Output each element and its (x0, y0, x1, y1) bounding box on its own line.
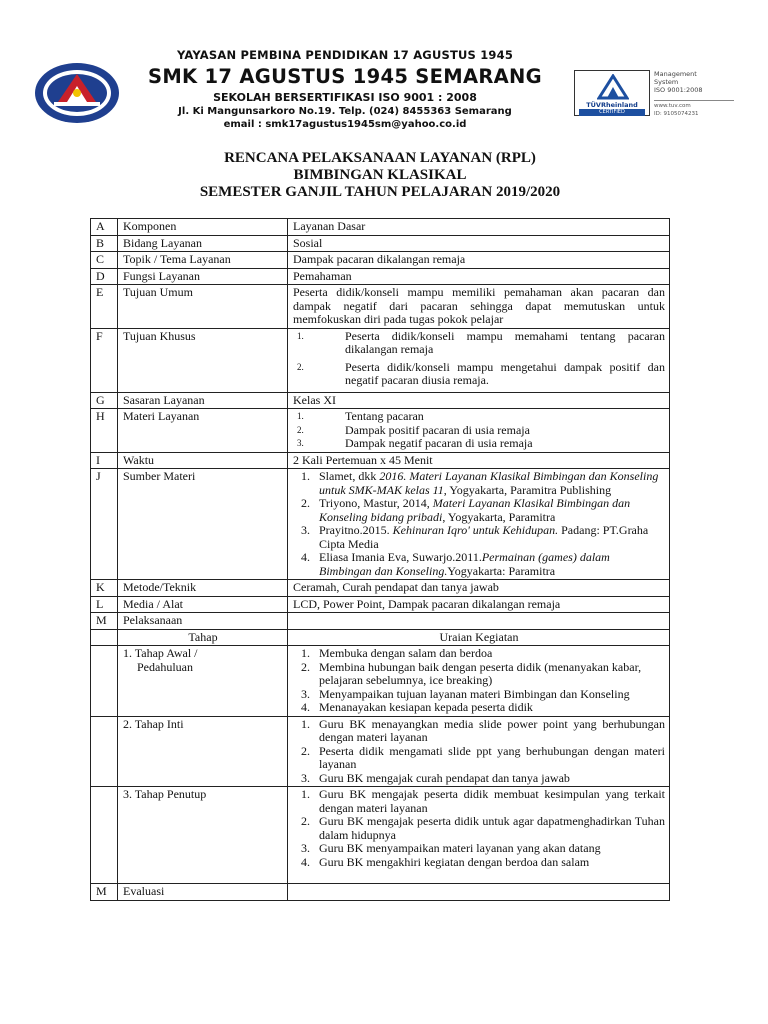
table-row (91, 328, 670, 392)
school-email: email : smk17agustus1945sm@yahoo.co.id (223, 119, 467, 130)
list-item: 3. Guru BK mengajak curah pendapat dan tanya jawab (301, 770, 570, 785)
cert-url: www.tuv.com (654, 103, 691, 109)
tahap-header: Tahap (118, 629, 288, 646)
table-row (91, 629, 670, 646)
source-author: Eliasa Imania Eva, Suwarjo.2011. (319, 550, 482, 564)
list-item-text: Peserta didik/konseli mampu mengetahui dampak positif dan negatif pacaran diusia remaja. (345, 359, 665, 387)
stage-activities (288, 787, 670, 884)
letterhead (0, 0, 768, 140)
cert-info-line: Management (654, 70, 697, 78)
row-label: Tujuan Umum (118, 285, 288, 329)
list-item-text: Peserta didik mengamati slide ppt yang berhubungan dengan materi layanan (319, 743, 665, 771)
list-item-text: Menanayakan kesiapan kepada peserta didik (319, 700, 533, 714)
list-item: 4. Guru BK mengakhiri kegiatan dengan berdoa dan salam (301, 854, 590, 869)
school-address: Jl. Ki Mangunsarkoro No.19. Telp. (024) 8455363 Semarang (178, 106, 512, 117)
school-emblem-icon (34, 62, 120, 124)
row-label: Sasaran Layanan (118, 392, 288, 409)
row-value: LCD, Power Point, Dampak pacaran dikalangan remaja (288, 596, 670, 613)
list-item-text: Peserta didik/konseli mampu memahami tentang pacaran dikalangan remaja (345, 328, 665, 356)
list-item: 3. Guru BK menyampaikan materi layanan yang akan datang (301, 841, 601, 855)
row-value: Ceramah, Curah pendapat dan tanya jawab (288, 580, 670, 597)
table-row (91, 285, 670, 329)
stage-label-line: 1. Tahap Awal / (123, 646, 198, 660)
stage-label (118, 646, 288, 717)
list-item: 4. Menanayakan kesiapan kepada peserta didik (301, 700, 533, 714)
source-title: Kehinuran Iqro' untuk Kehidupan. (392, 523, 559, 537)
activity-list (293, 788, 665, 869)
rpl-table (90, 218, 670, 901)
list-item: 2. Peserta didik mengamati slide ppt yang berhubungan dengan materi layanan (301, 743, 665, 771)
table-row (91, 716, 670, 787)
list-item: 3. Menyampaikan tujuan layanan materi Bimbingan dan Konseling (301, 686, 630, 701)
table-row (91, 268, 670, 285)
list-item: 1. Guru BK mengajak peserta didik membuat kesimpulan yang terkait dengan materi layanan (301, 787, 665, 815)
objective-list (293, 330, 665, 388)
list-item-text: Guru BK menayangkan media slide power point yang berhubungan dengan materi layanan (319, 716, 665, 744)
list-item-text: Membina hubungan baik dengan peserta didik (menanyakan kabar, pelajaran sebelumnya, ice breaking) (319, 659, 642, 687)
row-code: H (91, 409, 118, 453)
table-row (91, 787, 670, 884)
row-code: G (91, 392, 118, 409)
row-label: Tujuan Khusus (118, 328, 288, 392)
title-line-2: BIMBINGAN KLASIKAL (293, 167, 467, 183)
tuv-triangle-icon (597, 74, 629, 100)
row-label: Sumber Materi (118, 469, 288, 580)
list-item: 3. Prayitno.2015. Kehinuran Iqro' untuk Kehidupan. Padang: PT.Graha Cipta Media (301, 523, 649, 551)
table-row (91, 646, 670, 717)
row-value: Kelas XI (288, 392, 670, 409)
table-row (91, 469, 670, 580)
table-row (91, 580, 670, 597)
stage-activities (288, 716, 670, 787)
row-value (288, 469, 670, 580)
list-item-text: Guru BK mengakhiri kegiatan dengan berdoa dan salam (319, 854, 590, 869)
letterhead-text (130, 48, 560, 130)
row-label: Komponen (118, 219, 288, 236)
source-list (293, 470, 665, 578)
row-value (288, 409, 670, 453)
list-item: 2. Membina hubungan baik dengan peserta didik (menanyakan kabar, pelajaran sebelumnya, ice breaking) (301, 659, 642, 687)
stage-label-line: Pedahuluan (137, 659, 193, 674)
activity-list (293, 647, 665, 715)
row-label: Waktu (118, 452, 288, 469)
row-label: Evaluasi (118, 884, 288, 901)
cert-id: ID: 9105074231 (654, 111, 699, 117)
material-list (293, 410, 665, 451)
row-code: D (91, 268, 118, 285)
row-label: Metode/Teknik (118, 580, 288, 597)
cert-info (654, 70, 744, 94)
row-code: I (91, 452, 118, 469)
iso-statement: SEKOLAH BERSERTIFIKASI ISO 9001 : 2008 (213, 91, 477, 104)
document-title (90, 150, 670, 201)
source-title: 2016. Materi Layanan Klasikal Bimbingan dan Konseling untuk SMK-MAK kelas 11 (319, 469, 659, 497)
row-value (288, 328, 670, 392)
stage-label: 2. Tahap Inti (118, 716, 288, 787)
list-item-text: Membuka dengan salam dan berdoa (319, 646, 493, 660)
source-publisher: Yogyakarta: Paramitra (447, 563, 556, 578)
list-item: 1. Slamet, dkk 2016. Materi Layanan Klasikal Bimbingan dan Konseling untuk SMK-MAK kelas 11, Yogyakarta, Paramitra Publishing (301, 469, 659, 497)
row-value: Sosial (288, 235, 670, 252)
row-code: M (91, 884, 118, 901)
table-row (91, 884, 670, 901)
row-label: Materi Layanan (118, 409, 288, 453)
stage-activities (288, 646, 670, 717)
row-label: Fungsi Layanan (118, 268, 288, 285)
source-publisher: , Yogyakarta, Paramitra Publishing (443, 482, 612, 497)
row-value (288, 884, 670, 901)
cert-divider (654, 100, 734, 101)
list-item-text: Guru BK mengajak curah pendapat dan tanya jawab (319, 770, 570, 785)
row-code: F (91, 328, 118, 392)
source-publisher: , Yogyakarta, Paramitra (442, 509, 556, 524)
list-item-text: Guru BK mengajak peserta didik membuat kesimpulan yang terkait dengan materi layanan (319, 787, 665, 815)
row-code: B (91, 235, 118, 252)
row-code (91, 646, 118, 717)
row-code: E (91, 285, 118, 329)
source-author: Triyono, Mastur, 2014, (319, 496, 433, 510)
cert-info-line: System (654, 78, 679, 86)
row-label: Pelaksanaan (118, 613, 288, 630)
row-code: L (91, 596, 118, 613)
list-item-text: Dampak negatif pacaran di usia remaja (345, 436, 533, 450)
row-code: M (91, 613, 118, 630)
certification-logo (574, 70, 650, 116)
row-value: 2 Kali Pertemuan x 45 Menit (288, 452, 670, 469)
activity-list (293, 718, 665, 786)
table-row (91, 219, 670, 236)
row-code (91, 787, 118, 884)
row-value: Pemahaman (288, 268, 670, 285)
row-code (91, 716, 118, 787)
table-row (91, 409, 670, 453)
source-author: Prayitno.2015. (319, 523, 393, 537)
source-publisher: Padang: PT.Graha Cipta Media (319, 523, 649, 551)
school-name: SMK 17 AGUSTUS 1945 SEMARANG (148, 65, 542, 88)
row-value: Peserta didik/konseli mampu memiliki pemahaman akan pacaran dan dampak negatif dari pacaran sehingga dapat memutuskan untuk memfokuskan diri pada tugas pokok pelajar (288, 285, 670, 329)
row-value (288, 613, 670, 630)
table-row (91, 392, 670, 409)
source-title: Materi Layanan Klasikal Bimbingan dan Konseling bidang pribadi (319, 496, 631, 524)
list-item: 1. Tentang pacaran (297, 409, 424, 423)
row-code: J (91, 469, 118, 580)
list-item: 3. Dampak negatif pacaran di usia remaja (297, 436, 533, 450)
row-label: Topik / Tema Layanan (118, 252, 288, 269)
list-item-text: Tentang pacaran (345, 409, 424, 423)
table-row (91, 452, 670, 469)
row-value: Dampak pacaran dikalangan remaja (288, 252, 670, 269)
title-line-3: SEMESTER GANJIL TAHUN PELAJARAN 2019/2020 (199, 184, 561, 200)
row-label: Media / Alat (118, 596, 288, 613)
list-item: 4. Eliasa Imania Eva, Suwarjo.2011.Permainan (games) dalam Bimbingan dan Konseling.Yogyakarta: Paramitra (301, 550, 610, 578)
list-item: 1. Membuka dengan salam dan berdoa (301, 646, 493, 660)
stage-label: 3. Tahap Penutup (118, 787, 288, 884)
row-label: Bidang Layanan (118, 235, 288, 252)
cert-brand: TÜVRheinland (586, 101, 638, 109)
row-value: Layanan Dasar (288, 219, 670, 236)
table-row (91, 252, 670, 269)
foundation-name: YAYASAN PEMBINA PENDIDIKAN 17 AGUSTUS 1945 (176, 48, 514, 62)
row-code (91, 629, 118, 646)
row-code: K (91, 580, 118, 597)
row-code: A (91, 219, 118, 236)
list-item: 2. Dampak positif pacaran di usia remaja (297, 422, 530, 437)
list-item-text: Dampak positif pacaran di usia remaja (345, 422, 530, 437)
cert-info-line: ISO 9001:2008 (654, 86, 703, 94)
list-item: 1. Peserta didik/konseli mampu memahami tentang pacaran dikalangan remaja (297, 328, 665, 356)
list-item-text: Menyampaikan tujuan layanan materi Bimbingan dan Konseling (319, 686, 630, 701)
list-item-text: Guru BK menyampaikan materi layanan yang akan datang (319, 841, 601, 855)
table-row (91, 596, 670, 613)
table-row (91, 613, 670, 630)
cert-label: CERTIFIED (579, 109, 645, 116)
list-item: 2. Guru BK mengajak peserta didik untuk agar dapatmenghadirkan Tuhan dalam hidupnya (301, 814, 665, 842)
row-code: C (91, 252, 118, 269)
source-author: Slamet, dkk (319, 469, 380, 483)
uraian-header: Uraian Kegiatan (288, 629, 670, 646)
title-line-1: RENCANA PELAKSANAAN LAYANAN (RPL) (224, 150, 536, 166)
list-item: 1. Guru BK menayangkan media slide power point yang berhubungan dengan materi layanan (301, 716, 665, 744)
list-item: 2. Peserta didik/konseli mampu mengetahui dampak positif dan negatif pacaran diusia remaja. (297, 359, 665, 387)
list-item-text: Guru BK mengajak peserta didik untuk agar dapatmenghadirkan Tuhan dalam hidupnya (319, 814, 665, 842)
table-row (91, 235, 670, 252)
source-title: Permainan (games) dalam Bimbingan dan Konseling. (319, 550, 610, 578)
list-item: 2. Triyono, Mastur, 2014, Materi Layanan Klasikal Bimbingan dan Konseling bidang pribadi, Yogyakarta, Paramitra (301, 496, 631, 524)
